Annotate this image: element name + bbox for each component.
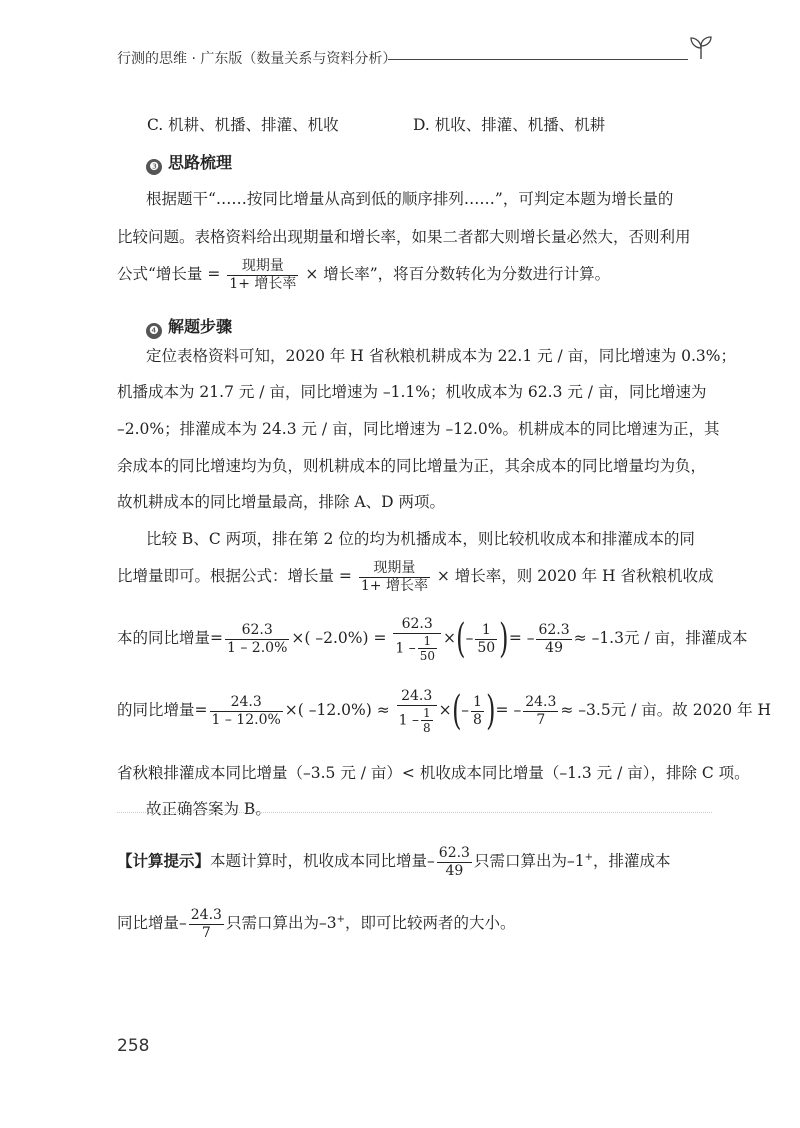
- numerator: 24.3: [210, 694, 283, 712]
- divider: [117, 812, 712, 813]
- formula-fraction: [359, 560, 430, 595]
- math-line-irrigation: [117, 680, 772, 740]
- paragraph-line: –2.0%；排灌成本为 24.3 元 / 亩，同比增速为 –12.0%。机耕成本的同比增速为正，其: [117, 420, 720, 438]
- compound-fraction: [393, 616, 441, 663]
- fraction: [536, 622, 571, 657]
- math-line-harvest: [117, 608, 748, 668]
- left-paren: (: [456, 616, 466, 662]
- denominator: 49: [545, 639, 563, 656]
- denominator: 1 – 2.0%: [227, 639, 288, 656]
- denominator: 1+ 增长率: [229, 275, 297, 292]
- text: ，排灌成本: [592, 852, 671, 871]
- paragraph-line: 比较问题。表格资料给出现期量和增长率，如果二者都大则增长量必然大，否则利用: [117, 228, 691, 246]
- text: 同比增量–: [117, 914, 187, 933]
- denominator: 7: [201, 924, 211, 941]
- denominator: 8: [473, 711, 482, 728]
- header-rule: [388, 59, 688, 60]
- text: 的同比增量=: [117, 701, 208, 719]
- paragraph-line: 余成本的同比增速均为负，则机耕成本的同比增量为正，其余成本的同比增量均为负，: [117, 457, 707, 475]
- numerator: 62.3: [393, 616, 441, 634]
- numerator: 现期量: [227, 258, 298, 276]
- paragraph-line: 定位表格资料可知，2020 年 H 省秋粮机耕成本为 22.1 元 / 亩，同比增速为 0.3%；: [146, 347, 736, 365]
- text: ×: [438, 701, 452, 719]
- step-4-icon: ❹: [146, 323, 162, 339]
- calc-tip-line-1: [117, 836, 712, 880]
- paragraph-line: 省秋粮排灌成本同比增量（–3.5 元 / 亩）< 机收成本同比增量（–1.3 元 / 亩），排除 C 项。: [117, 764, 750, 782]
- fraction: [225, 622, 289, 657]
- text: × 增长率”，将百分数转化为分数进行计算。: [305, 265, 611, 283]
- numerator: 62.3: [538, 621, 570, 638]
- text: ≈ –3.5元 / 亩。故 2020 年 H: [560, 701, 772, 719]
- compound-fraction: [397, 688, 437, 735]
- numerator: 现期量: [359, 560, 430, 578]
- denominator: 50: [477, 639, 496, 656]
- step-3-icon: ❸: [146, 159, 162, 175]
- sub-fraction: [421, 706, 433, 735]
- text: –: [465, 629, 474, 647]
- option-d: D. 机收、排灌、机播、机耕: [413, 116, 606, 134]
- numerator: 1: [473, 693, 482, 710]
- numerator: 62.3: [225, 622, 289, 640]
- section-title: 解题步骤: [168, 317, 233, 336]
- text: 本的同比增量=: [117, 629, 223, 647]
- sprout-icon: [688, 34, 714, 60]
- text: ≈ –1.3元 / 亩，排灌成本: [573, 629, 748, 647]
- fraction: [523, 694, 558, 729]
- numerator: 62.3: [438, 844, 470, 861]
- denominator: 49: [445, 862, 464, 879]
- superscript: +: [584, 852, 593, 863]
- denominator: [397, 706, 437, 735]
- option-c: C. 机耕、机播、排灌、机收: [147, 116, 339, 134]
- text: 只需口算出为–1: [473, 852, 585, 871]
- text: ，即可比较两者的大小。: [344, 914, 516, 933]
- text: 公式“增长量 =: [117, 265, 221, 283]
- denominator: 50: [419, 648, 436, 663]
- right-paren: ): [499, 616, 509, 662]
- text: 只需口算出为–3: [225, 914, 337, 933]
- text: × 增长率，则 2020 年 H 省秋粮机收成: [436, 567, 714, 585]
- denominator: 1 – 12.0%: [211, 711, 281, 728]
- paragraph-line: 机播成本为 21.7 元 / 亩，同比增速为 –1.1%；机收成本为 62.3 元 / 亩，同比增速为: [117, 383, 707, 401]
- section-heading-steps: [146, 316, 712, 339]
- numerator: 24.3: [397, 688, 437, 706]
- denominator: [393, 634, 441, 663]
- page-number: 258: [117, 1036, 150, 1056]
- fraction: [471, 694, 484, 729]
- paragraph-line: 故机耕成本的同比增量最高，排除 A、D 两项。: [117, 493, 445, 511]
- paragraph-line: 根据题干“……按同比增量从高到低的顺序排列……”，可判定本题为增长量的: [146, 190, 674, 208]
- numerator: 1: [423, 705, 431, 720]
- right-paren: ): [486, 688, 496, 734]
- text: ×( –12.0%) ≈: [284, 701, 390, 719]
- section-heading-thinking: [146, 152, 712, 175]
- denominator: 8: [423, 720, 431, 735]
- fraction: [189, 907, 224, 942]
- superscript: +: [336, 914, 345, 925]
- text: 本题计算时，机收成本同比增量–: [210, 852, 435, 871]
- text: ×( –2.0%) =: [291, 629, 387, 647]
- formula-line: [117, 256, 712, 293]
- fraction: [210, 694, 283, 729]
- fraction: [475, 622, 497, 657]
- calc-tip-label: 【计算提示】: [117, 852, 211, 871]
- fraction: [437, 845, 472, 880]
- text: 比增量即可。根据公式：增长量 =: [117, 567, 352, 585]
- denominator: 1+ 增长率: [360, 577, 428, 594]
- numerator: 1: [418, 634, 437, 649]
- text: –: [461, 701, 470, 719]
- running-header: 行测的思维 · 广东版（数量关系与资料分析）: [117, 51, 397, 67]
- denominator: 7: [536, 711, 546, 728]
- section-title: 思路梳理: [168, 153, 233, 172]
- text: 1 –: [398, 712, 420, 728]
- calc-tip-line-2: [117, 898, 712, 942]
- numerator: 24.3: [190, 906, 222, 923]
- text: = –: [495, 701, 522, 719]
- numerator: 1: [475, 622, 497, 640]
- numerator: 24.3: [525, 693, 557, 710]
- text: 1 –: [395, 640, 416, 656]
- answer-line: 故正确答案为 B。: [146, 800, 271, 818]
- paragraph-line: 比较 B、C 两项，排在第 2 位的均为机播成本，则比较机收成本和排灌成本的同: [146, 530, 695, 548]
- text: ×: [443, 629, 457, 647]
- left-paren: (: [451, 688, 462, 734]
- text: = –: [508, 629, 535, 647]
- sub-fraction: [418, 634, 437, 663]
- formula-line: [117, 558, 712, 595]
- formula-fraction: [227, 258, 298, 293]
